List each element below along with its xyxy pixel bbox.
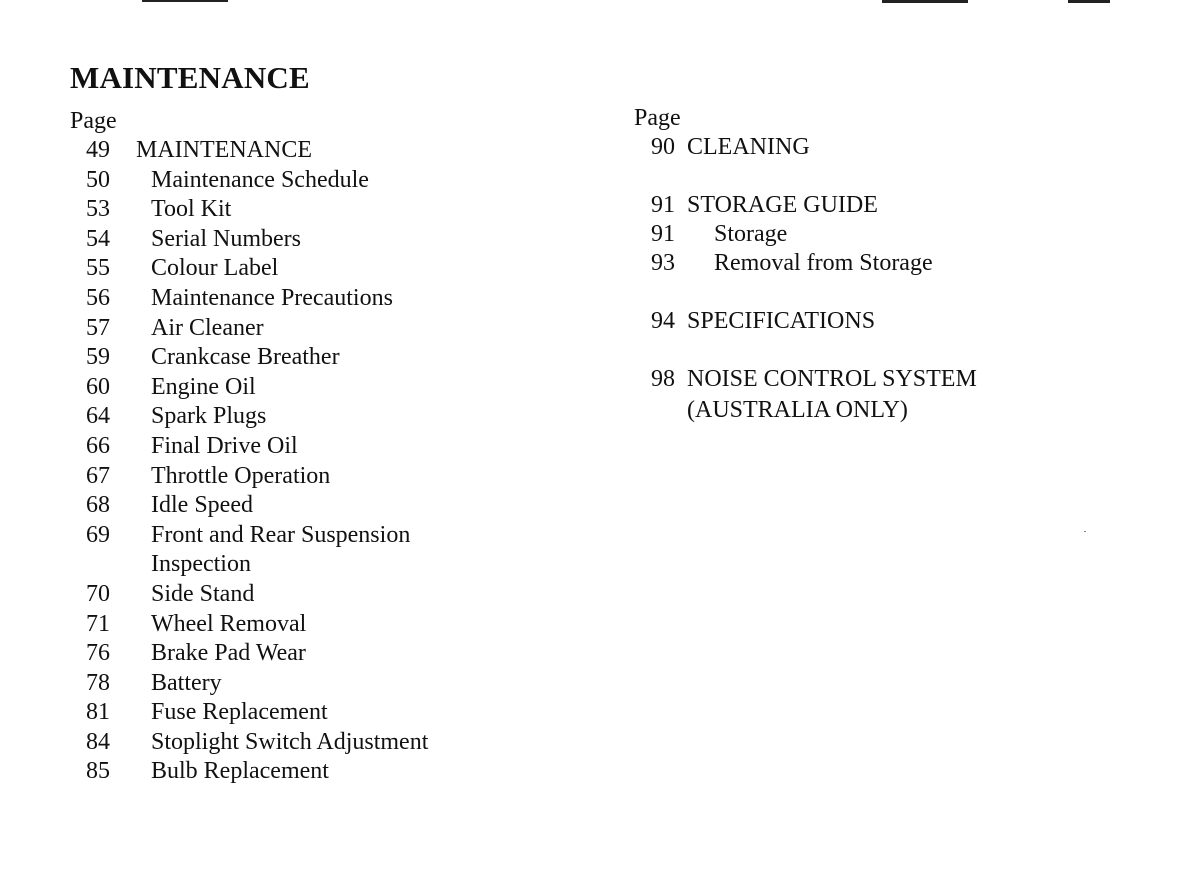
toc-entry-title: Spark Plugs [151,403,267,430]
toc-group-spacer [634,162,1134,191]
toc-entry-title: Wheel Removal [151,610,307,637]
scan-speck [1084,531,1086,532]
toc-entry-title: Throttle Operation [151,462,331,489]
toc-entry [70,698,540,728]
toc-entry-title: Serial Numbers [151,225,301,252]
toc-page-number: 53 [86,196,110,223]
toc-entry-title: Bulb Replacement [151,758,329,785]
toc-entry [70,136,540,166]
toc-page-number: 66 [86,432,110,459]
toc-entry [70,521,540,551]
toc-entry-title: MAINTENANCE [136,137,312,163]
toc-entry [70,343,540,373]
toc-right-list [634,133,1134,426]
toc-entry-title: SPECIFICATIONS [687,308,876,334]
toc-entry-title: Front and Rear Suspension [151,521,411,548]
toc-entry-title: CLEANING [687,134,810,160]
toc-page-number: 81 [86,699,110,726]
toc-page-number: 85 [86,758,110,785]
toc-entry [70,225,540,255]
toc-entry [70,462,540,492]
toc-entry [634,365,1134,394]
toc-page-number: 98 [651,366,675,392]
toc-right-column [634,103,1134,426]
toc-entry [70,491,540,521]
toc-entry [70,639,540,669]
page-column-label: Page [634,105,681,131]
toc-page-number: 94 [651,308,675,334]
toc-entry [70,284,540,314]
toc-page-number: 59 [86,344,110,371]
toc-entry [634,191,1134,220]
toc-entry [70,610,540,640]
toc-page-number: 67 [86,462,110,489]
toc-page-number: 69 [86,521,110,548]
toc-entry-title: Colour Label [151,255,279,282]
toc-entry-title: Maintenance Schedule [151,166,369,193]
toc-page-number: 78 [86,669,110,696]
page-column-label: Page [70,108,117,134]
toc-entry-title: Final Drive Oil [151,432,298,459]
top-rule-far-right [1068,0,1110,3]
page-heading: MAINTENANCE [70,60,310,95]
toc-entry [70,728,540,758]
toc-entry-title-continued: (AUSTRALIA ONLY) [687,397,908,423]
toc-entry [70,580,540,610]
top-rule-right [882,0,968,3]
toc-page-number: 93 [651,250,675,276]
toc-page-number: 64 [86,403,110,430]
toc-entry [70,314,540,344]
toc-entry [70,254,540,284]
toc-page-number: 57 [86,314,110,341]
toc-page-number: 91 [651,221,675,247]
toc-entry-title: Brake Pad Wear [151,640,306,667]
toc-entry-title: Engine Oil [151,373,256,400]
toc-entry [70,757,540,787]
toc-entry [634,133,1134,162]
toc-page-number: 60 [86,373,110,400]
toc-entry-title: Stoplight Switch Adjustment [151,728,429,755]
toc-page-number: 71 [86,610,110,637]
toc-entry-title-continued: Inspection [151,551,251,578]
toc-page-number: 55 [86,255,110,282]
toc-page-number: 90 [651,134,675,160]
toc-entry-title: Idle Speed [151,492,253,519]
toc-page-number: 70 [86,580,110,607]
toc-left-list [70,136,540,787]
toc-page-number: 68 [86,492,110,519]
toc-entry [634,220,1134,249]
toc-entry-title: Fuse Replacement [151,699,328,726]
toc-entry-title: NOISE CONTROL SYSTEM [687,366,977,392]
toc-entry-title: Battery [151,669,222,696]
toc-entry-title: Maintenance Precautions [151,284,393,311]
toc-entry-title: Storage [714,221,788,247]
toc-page-number: 50 [86,166,110,193]
toc-entry [70,195,540,225]
toc-entry [70,432,540,462]
toc-page-number: 84 [86,728,110,755]
toc-group-spacer [634,336,1134,365]
toc-entry [70,402,540,432]
toc-page-number: 54 [86,225,110,252]
top-rule-left [142,0,228,2]
toc-entry-title: Side Stand [151,580,255,607]
toc-left-column [70,106,540,787]
toc-entry-title: STORAGE GUIDE [687,192,878,218]
toc-page-number: 91 [651,192,675,218]
toc-entry-title: Tool Kit [151,196,232,223]
toc-page-number: 76 [86,640,110,667]
toc-entry [70,166,540,196]
toc-page-number: 49 [86,137,110,163]
toc-entry-title: Removal from Storage [714,250,933,276]
toc-entry-title: Crankcase Breather [151,344,340,371]
toc-entry [70,669,540,699]
toc-group-spacer [634,278,1134,307]
toc-entry [634,307,1134,336]
toc-entry-title: Air Cleaner [151,314,264,341]
toc-page-number: 56 [86,284,110,311]
toc-entry [70,373,540,403]
toc-entry [634,249,1134,278]
